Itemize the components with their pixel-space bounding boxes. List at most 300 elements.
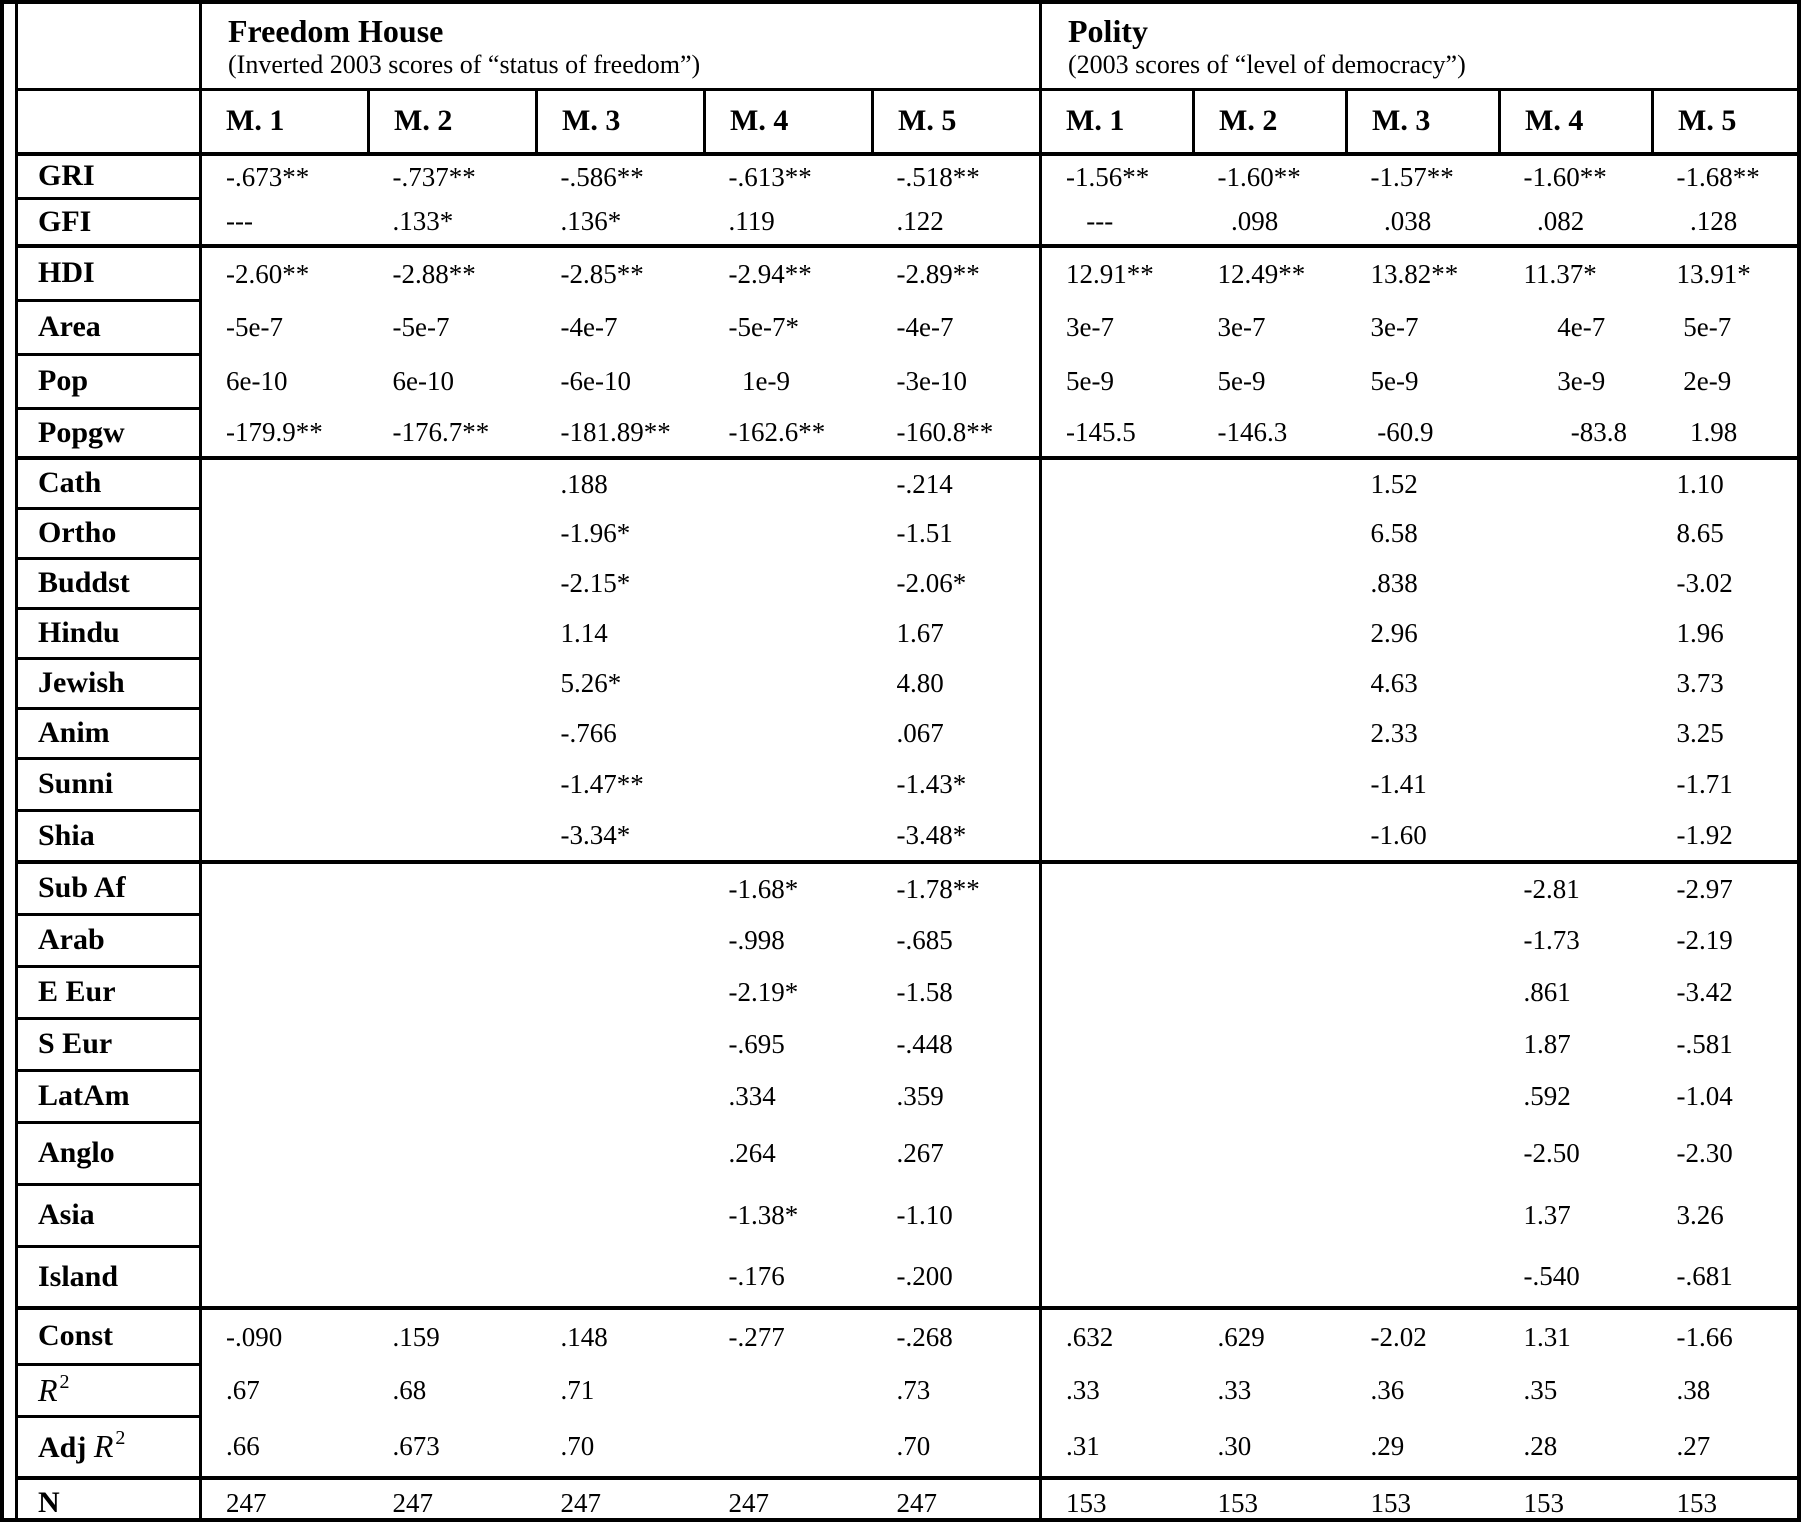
value-cell: -1.96* — [560, 517, 631, 548]
value-cell — [369, 708, 537, 758]
model-header: M. 3 — [537, 89, 705, 154]
table-row — [17, 408, 1801, 458]
value-cell — [1041, 508, 1194, 558]
value-cell: -2.30 — [1676, 1137, 1733, 1168]
value-cell: 1.96 — [1676, 617, 1724, 648]
value-cell: -160.8** — [873, 408, 1041, 458]
value-cell: .136* — [537, 198, 705, 246]
value-cell: 3.26 — [1676, 1199, 1724, 1230]
value-cell — [369, 1122, 537, 1184]
value-cell — [201, 1184, 369, 1246]
row-label: Sunni — [17, 758, 201, 810]
value-cell: -1.73 — [1523, 924, 1580, 955]
value-cell: -.200 — [873, 1246, 1041, 1308]
value-cell: 153 — [1523, 1487, 1564, 1518]
model-header: M. 2 — [1194, 89, 1347, 154]
value-cell: -4e-7 — [873, 300, 1041, 354]
value-cell — [1500, 508, 1653, 558]
value-cell: -.613** — [728, 161, 812, 192]
table-row — [17, 246, 1801, 300]
value-cell: .148 — [560, 1321, 608, 1352]
value-cell: .29 — [1347, 1416, 1500, 1478]
value-cell — [201, 862, 369, 914]
value-cell: 5e-9 — [1041, 354, 1194, 408]
value-cell: .861 — [1523, 976, 1571, 1007]
value-cell — [369, 608, 537, 658]
value-cell — [1194, 966, 1347, 1018]
value-cell: 11.37* — [1523, 258, 1597, 289]
value-cell: .673 — [369, 1416, 537, 1478]
value-cell — [369, 758, 537, 810]
table-row — [17, 658, 1801, 708]
value-cell — [369, 1070, 537, 1122]
value-cell — [1500, 558, 1653, 608]
value-cell — [1500, 758, 1653, 810]
value-cell — [1194, 1018, 1347, 1070]
table-row — [17, 508, 1801, 558]
value-cell — [369, 966, 537, 1018]
value-cell: 153 — [1217, 1487, 1258, 1518]
value-cell: 4.80 — [873, 658, 1041, 708]
table-row — [17, 300, 1801, 354]
value-cell: 2.96 — [1370, 617, 1418, 648]
value-cell — [1500, 658, 1653, 708]
value-cell — [1500, 458, 1653, 508]
value-cell: 2e-9 — [1676, 365, 1732, 396]
value-cell: -2.19* — [728, 976, 799, 1007]
value-cell: 3.73 — [1676, 667, 1724, 698]
row-label: HDI — [17, 246, 201, 300]
value-cell — [1041, 658, 1194, 708]
value-cell — [705, 508, 873, 558]
value-cell: -.214 — [873, 458, 1041, 508]
value-cell — [1041, 1246, 1194, 1308]
value-cell — [705, 458, 873, 508]
value-cell: -2.97 — [1676, 873, 1733, 904]
value-cell: -179.9** — [201, 408, 369, 458]
value-cell: -.766 — [560, 717, 617, 748]
value-cell — [1194, 658, 1347, 708]
value-cell: -.268 — [873, 1308, 1041, 1364]
value-cell: -1.60 — [1347, 810, 1500, 862]
value-cell: -3.34* — [537, 810, 705, 862]
row-label: Popgw — [17, 408, 201, 458]
model-header: M. 1 — [1041, 89, 1194, 154]
header-spacer-cell — [17, 89, 201, 154]
value-cell — [1041, 966, 1194, 1018]
value-cell: -1.10 — [873, 1184, 1041, 1246]
value-cell: -.448 — [873, 1018, 1041, 1070]
value-cell: -1.60** — [1217, 161, 1301, 192]
value-cell: -146.3 — [1194, 408, 1347, 458]
value-cell: 1.10 — [1676, 468, 1724, 499]
row-label: Hindu — [17, 608, 201, 658]
table-row — [17, 1416, 1801, 1478]
value-cell: -2.50 — [1523, 1137, 1580, 1168]
value-cell: .73 — [873, 1364, 1041, 1416]
value-cell — [1347, 914, 1500, 966]
value-cell: 1.52 — [1370, 468, 1418, 499]
value-cell: -2.89** — [873, 246, 1041, 300]
value-cell: .188 — [560, 468, 608, 499]
value-cell: -1.04 — [1676, 1080, 1733, 1111]
value-cell — [1041, 1018, 1194, 1070]
row-label: Adj R $^2$ — [17, 1416, 201, 1478]
value-cell — [369, 658, 537, 708]
value-cell — [705, 608, 873, 658]
section-subtitle: (Inverted 2003 scores of “status of freedom”) — [228, 50, 701, 80]
value-cell — [201, 558, 369, 608]
value-cell — [1041, 1070, 1194, 1122]
value-cell — [1194, 508, 1347, 558]
value-cell: -2.06* — [873, 558, 1041, 608]
table-row — [17, 914, 1801, 966]
table-row — [17, 810, 1801, 862]
value-cell: -.681 — [1653, 1246, 1801, 1308]
value-cell — [705, 810, 873, 862]
value-cell: 5.26* — [560, 667, 622, 698]
table-row — [17, 608, 1801, 658]
value-cell: .098 — [1194, 198, 1347, 246]
row-label: Buddst — [17, 558, 201, 608]
value-cell — [1347, 1122, 1500, 1184]
value-cell: -2.19 — [1676, 924, 1733, 955]
value-cell: 1.31 — [1523, 1321, 1571, 1352]
table-row — [17, 758, 1801, 810]
value-cell — [705, 658, 873, 708]
value-cell — [537, 1184, 705, 1246]
value-cell: -3.48* — [873, 810, 1041, 862]
row-label: Island — [17, 1246, 201, 1308]
table-row — [17, 1246, 1801, 1308]
value-cell: -2.02 — [1370, 1321, 1427, 1352]
model-header: M. 3 — [1347, 89, 1500, 154]
value-cell: 3.25 — [1676, 717, 1724, 748]
model-header: M. 4 — [705, 89, 873, 154]
value-cell: -3.02 — [1676, 567, 1733, 598]
row-label: Pop — [17, 354, 201, 408]
value-cell: -1.43* — [873, 758, 1041, 810]
row-label: Cath — [17, 458, 201, 508]
value-cell — [705, 758, 873, 810]
value-cell — [1194, 914, 1347, 966]
table-row — [17, 154, 1801, 198]
value-cell: -.090 — [226, 1321, 283, 1352]
row-label: Shia — [17, 810, 201, 862]
table-row — [17, 1122, 1801, 1184]
table-row — [17, 1070, 1801, 1122]
value-cell: -4e-7 — [560, 311, 618, 342]
value-cell: -.518** — [873, 154, 1041, 198]
value-cell — [369, 914, 537, 966]
regression-results-grid — [15, 4, 1801, 1522]
value-cell: -.277 — [728, 1321, 785, 1352]
value-cell: .592 — [1523, 1080, 1571, 1111]
value-cell: 13.91* — [1676, 258, 1751, 289]
value-cell — [201, 458, 369, 508]
value-cell: .71 — [560, 1374, 595, 1405]
row-label: Anim — [17, 708, 201, 758]
value-cell: -5e-7 — [226, 311, 283, 342]
value-cell: .038 — [1347, 198, 1500, 246]
value-cell: -1.78** — [873, 862, 1041, 914]
value-cell — [1347, 1184, 1500, 1246]
value-cell: .38 — [1676, 1374, 1711, 1405]
value-cell: .68 — [392, 1374, 427, 1405]
value-cell: -.586** — [560, 161, 644, 192]
value-cell: 5e-9 — [1217, 365, 1266, 396]
value-cell: -1.57** — [1370, 161, 1454, 192]
value-cell: .31 — [1041, 1416, 1194, 1478]
value-cell: 8.65 — [1676, 517, 1724, 548]
value-cell: -5e-7* — [728, 311, 799, 342]
value-cell — [1500, 810, 1653, 862]
row-label: Anglo — [17, 1122, 201, 1184]
value-cell: 4.63 — [1370, 667, 1418, 698]
value-cell: .133* — [369, 198, 537, 246]
value-cell: -.998 — [728, 924, 785, 955]
value-cell — [705, 1364, 873, 1416]
value-cell: 153 — [1370, 1487, 1411, 1518]
value-cell — [537, 1246, 705, 1308]
row-label: S Eur — [17, 1018, 201, 1070]
value-cell — [705, 708, 873, 758]
value-cell: .70 — [537, 1416, 705, 1478]
value-cell: -.695 — [728, 1028, 785, 1059]
section-title-row — [17, 4, 1801, 89]
table-row — [17, 708, 1801, 758]
value-cell: -1.68* — [728, 873, 799, 904]
value-cell — [369, 1018, 537, 1070]
value-cell — [201, 608, 369, 658]
row-label: R $^2$ — [17, 1364, 201, 1416]
value-cell: -1.58 — [873, 966, 1041, 1018]
value-cell — [1500, 608, 1653, 658]
table-row — [17, 1308, 1801, 1364]
section-title: Polity — [1068, 13, 1148, 50]
value-cell — [1347, 862, 1500, 914]
value-cell: -5e-7 — [392, 311, 450, 342]
value-cell: 6e-10 — [392, 365, 454, 396]
value-cell — [369, 1184, 537, 1246]
section-title: Freedom House — [228, 13, 444, 50]
value-cell — [369, 1246, 537, 1308]
model-header: M. 5 — [873, 89, 1041, 154]
value-cell — [201, 758, 369, 810]
value-cell: 3e-7 — [1370, 311, 1419, 342]
value-cell: 1.87 — [1523, 1028, 1571, 1059]
value-cell — [201, 1070, 369, 1122]
value-cell — [201, 810, 369, 862]
value-cell — [201, 1122, 369, 1184]
model-header-row — [17, 89, 1801, 154]
value-cell: -.176 — [705, 1246, 873, 1308]
value-cell — [201, 1018, 369, 1070]
value-cell — [1194, 558, 1347, 608]
value-cell — [1041, 810, 1194, 862]
value-cell: 5e-9 — [1370, 365, 1419, 396]
value-cell: 3e-9 — [1523, 365, 1606, 396]
value-cell — [1347, 1246, 1500, 1308]
table-row — [17, 966, 1801, 1018]
value-cell — [201, 658, 369, 708]
value-cell: -2.85** — [560, 258, 644, 289]
value-cell: -6e-10 — [560, 365, 631, 396]
value-cell — [1194, 862, 1347, 914]
table-row — [17, 558, 1801, 608]
row-label: Const — [17, 1308, 201, 1364]
value-cell: 2.33 — [1370, 717, 1418, 748]
value-cell: .33 — [1041, 1364, 1194, 1416]
value-cell: -1.71 — [1676, 768, 1733, 799]
section-header-polity — [1041, 4, 1801, 89]
value-cell — [1041, 1122, 1194, 1184]
value-cell: -1.66 — [1676, 1321, 1733, 1352]
value-cell: 1.98 — [1653, 408, 1801, 458]
value-cell: 153 — [1041, 1478, 1194, 1522]
value-cell: 1.67 — [873, 608, 1041, 658]
value-cell: .36 — [1370, 1374, 1405, 1405]
value-cell: .334 — [728, 1080, 776, 1111]
value-cell — [1347, 966, 1500, 1018]
value-cell — [201, 708, 369, 758]
value-cell: .70 — [873, 1416, 1041, 1478]
value-cell: -3e-10 — [873, 354, 1041, 408]
value-cell: 247 — [873, 1478, 1041, 1522]
value-cell — [369, 508, 537, 558]
value-cell: -1.92 — [1653, 810, 1801, 862]
value-cell: .33 — [1217, 1374, 1252, 1405]
value-cell — [1194, 810, 1347, 862]
row-label: Jewish — [17, 658, 201, 708]
value-cell: .27 — [1653, 1416, 1801, 1478]
header-spacer-cell — [17, 4, 201, 89]
value-cell — [1194, 708, 1347, 758]
value-cell: -60.9 — [1347, 408, 1500, 458]
value-cell — [705, 1416, 873, 1478]
value-cell: -145.5 — [1041, 408, 1194, 458]
value-cell — [1194, 1246, 1347, 1308]
value-cell — [1041, 914, 1194, 966]
value-cell — [1194, 1184, 1347, 1246]
value-cell: -2.60** — [226, 258, 310, 289]
value-cell — [537, 1018, 705, 1070]
value-cell: .629 — [1217, 1321, 1265, 1352]
value-cell — [537, 914, 705, 966]
value-cell: .159 — [392, 1321, 440, 1352]
value-cell: .267 — [873, 1122, 1041, 1184]
value-cell: 3e-7 — [1041, 300, 1194, 354]
value-cell: 12.49** — [1217, 258, 1306, 289]
value-cell: -1.51 — [873, 508, 1041, 558]
value-cell — [1041, 862, 1194, 914]
model-header: M. 1 — [201, 89, 369, 154]
value-cell — [1194, 608, 1347, 658]
value-cell: 1.14 — [560, 617, 608, 648]
row-label: Ortho — [17, 508, 201, 558]
value-cell: -.581 — [1676, 1028, 1733, 1059]
value-cell — [537, 862, 705, 914]
row-label: Asia — [17, 1184, 201, 1246]
row-label: E Eur — [17, 966, 201, 1018]
value-cell: -2.15* — [560, 567, 631, 598]
value-cell — [537, 1070, 705, 1122]
value-cell: -2.94** — [728, 258, 812, 289]
value-cell: -176.7** — [369, 408, 537, 458]
value-cell: -.685 — [873, 914, 1041, 966]
value-cell: --- — [201, 198, 369, 246]
value-cell: 13.82** — [1370, 258, 1459, 289]
value-cell — [1041, 758, 1194, 810]
value-cell: .66 — [201, 1416, 369, 1478]
value-cell — [369, 458, 537, 508]
value-cell: .119 — [705, 198, 873, 246]
value-cell: -3.42 — [1676, 976, 1733, 1007]
value-cell: 3e-7 — [1217, 311, 1266, 342]
value-cell: 247 — [226, 1487, 267, 1518]
row-label: Sub Af — [17, 862, 201, 914]
value-cell — [537, 966, 705, 1018]
value-cell: -.737** — [392, 161, 476, 192]
row-label: N — [17, 1478, 201, 1522]
value-cell: .128 — [1653, 198, 1801, 246]
table-row — [17, 862, 1801, 914]
value-cell — [201, 914, 369, 966]
section-header-freedom-house — [201, 4, 1041, 89]
value-cell: --- — [1041, 198, 1194, 246]
value-cell: 12.91** — [1041, 246, 1194, 300]
value-cell: .67 — [226, 1374, 260, 1405]
value-cell: -1.41 — [1370, 768, 1427, 799]
value-cell: 6e-10 — [226, 365, 288, 396]
value-cell — [537, 1122, 705, 1184]
value-cell: .359 — [873, 1070, 1041, 1122]
value-cell: 153 — [1676, 1487, 1717, 1518]
value-cell — [1041, 558, 1194, 608]
value-cell — [1194, 458, 1347, 508]
value-cell — [1041, 458, 1194, 508]
value-cell: -2.81 — [1523, 873, 1580, 904]
value-cell: -181.89** — [537, 408, 705, 458]
value-cell — [1041, 1184, 1194, 1246]
value-cell: -.673** — [226, 161, 310, 192]
table-row — [17, 1478, 1801, 1522]
value-cell: .067 — [873, 708, 1041, 758]
value-cell: .122 — [873, 198, 1041, 246]
value-cell: .082 — [1500, 198, 1653, 246]
value-cell — [369, 862, 537, 914]
row-label: Area — [17, 300, 201, 354]
row-label: Arab — [17, 914, 201, 966]
table-row — [17, 1184, 1801, 1246]
value-cell: -1.38* — [728, 1199, 799, 1230]
model-header: M. 5 — [1653, 89, 1801, 154]
model-header: M. 2 — [369, 89, 537, 154]
value-cell — [1041, 608, 1194, 658]
value-cell — [1347, 1018, 1500, 1070]
value-cell: 1e-9 — [728, 365, 790, 396]
value-cell: -83.8 — [1500, 408, 1653, 458]
value-cell: 5e-7 — [1676, 311, 1732, 342]
value-cell — [369, 558, 537, 608]
table-row — [17, 458, 1801, 508]
value-cell — [1194, 758, 1347, 810]
value-cell: -162.6** — [705, 408, 873, 458]
value-cell: 247 — [728, 1487, 769, 1518]
value-cell: -1.68** — [1676, 161, 1760, 192]
value-cell — [1500, 708, 1653, 758]
value-cell: 1.37 — [1523, 1199, 1571, 1230]
